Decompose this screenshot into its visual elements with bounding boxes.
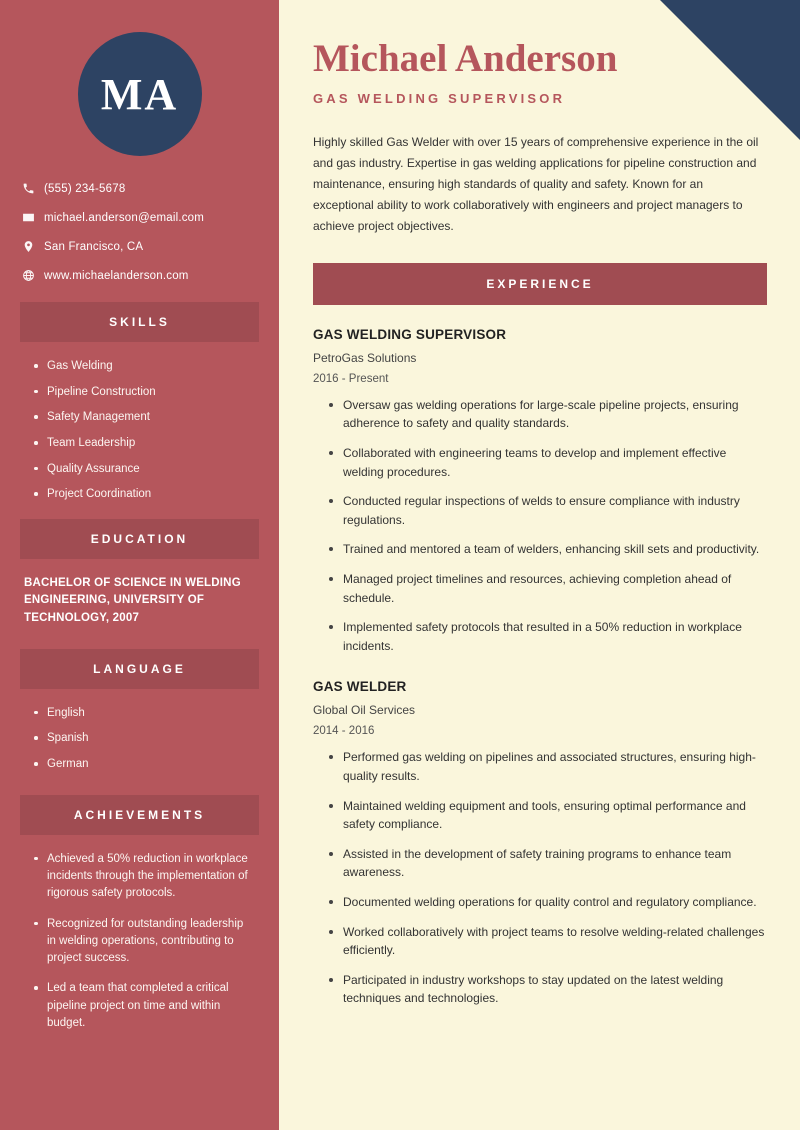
list-item: Gas Welding <box>34 358 249 375</box>
experience-entry-2 <box>313 679 767 1008</box>
phone-icon <box>22 182 44 195</box>
list-item: Quality Assurance <box>34 461 249 478</box>
main-column <box>279 0 800 1130</box>
list-item: Recognized for outstanding leadership in welding operations, contributing to project success. <box>34 916 249 968</box>
list-item: Safety Management <box>34 409 249 426</box>
list-item: Participated in industry workshops to stay updated on the latest welding techniques and technologies. <box>329 971 767 1008</box>
list-item: Managed project timelines and resources, achieving completion ahead of schedule. <box>329 570 767 607</box>
list-item: Team Leadership <box>34 435 249 452</box>
achievements-heading: ACHIEVEMENTS <box>20 795 259 835</box>
contact-website <box>22 269 257 282</box>
list-item: Project Coordination <box>34 486 249 503</box>
skills-list <box>20 358 259 503</box>
job-bullets <box>313 748 767 1008</box>
job-role-subtitle: GAS WELDING SUPERVISOR <box>313 90 566 106</box>
job-title: GAS WELDING SUPERVISOR <box>313 326 507 342</box>
main-content <box>279 0 800 1008</box>
list-item: Collaborated with engineering teams to develop and implement effective welding procedures. <box>329 444 767 481</box>
list-item: Trained and mentored a team of welders, enhancing skill sets and productivity. <box>329 540 767 559</box>
language-heading: LANGUAGE <box>20 649 259 689</box>
list-item: English <box>34 705 249 722</box>
job-company: PetroGas Solutions <box>313 350 417 365</box>
list-item: German <box>34 756 249 773</box>
job-bullets <box>313 396 767 656</box>
contact-location <box>22 240 257 253</box>
list-item: Maintained welding equipment and tools, ensuring optimal performance and safety compliance. <box>329 797 767 834</box>
job-company: Global Oil Services <box>313 703 416 718</box>
language-list <box>20 705 259 773</box>
contact-email-text: michael.anderson@email.com <box>44 211 205 224</box>
sidebar-sections <box>0 302 279 1032</box>
list-item: Worked collaboratively with project teams to resolve welding-related challenges efficiently. <box>329 923 767 960</box>
contact-location-text: San Francisco, CA <box>44 240 144 253</box>
job-title: GAS WELDER <box>313 679 407 695</box>
globe-icon <box>22 269 44 282</box>
experience-entry-1 <box>313 327 767 656</box>
list-item: Spanish <box>34 730 249 747</box>
education-entry: BACHELOR OF SCIENCE IN WELDING ENGINEERING, UNIVERSITY OF TECHNOLOGY, 2007 <box>24 577 241 624</box>
list-item: Documented welding operations for quality control and regulatory compliance. <box>329 893 767 912</box>
list-item: Assisted in the development of safety training programs to enhance team awareness. <box>329 845 767 882</box>
education-heading: EDUCATION <box>20 519 259 559</box>
mail-icon <box>22 211 44 224</box>
contact-email <box>22 211 257 224</box>
list-item: Pipeline Construction <box>34 384 249 401</box>
list-item: Achieved a 50% reduction in workplace incidents through the implementation of rigorous safety protocols. <box>34 851 249 903</box>
location-pin-icon <box>22 240 44 253</box>
experience-heading: EXPERIENCE <box>313 263 767 305</box>
contact-phone-text: (555) 234-5678 <box>44 182 126 195</box>
list-item: Led a team that completed a critical pipeline project on time and within budget. <box>34 980 249 1032</box>
avatar-container <box>0 0 279 182</box>
job-dates: 2016 - Present <box>313 372 389 385</box>
contact-phone <box>22 182 257 195</box>
sidebar <box>0 0 279 1130</box>
profile-summary: Highly skilled Gas Welder with over 15 years of comprehensive experience in the oil and gas industry. Expertise in gas welding applications for pipeline construction and maintenance, ensuring high standards of quality and safety. Known for an exceptional ability to work collaboratively with engineers and project managers to achieve project objectives. <box>313 134 759 233</box>
list-item: Performed gas welding on pipelines and associated structures, ensuring high-quality results. <box>329 748 767 785</box>
achievements-list <box>20 851 259 1032</box>
list-item: Oversaw gas welding operations for large-scale pipeline projects, ensuring adherence to safety and quality standards. <box>329 396 767 433</box>
list-item: Implemented safety protocols that resulted in a 50% reduction in workplace incidents. <box>329 618 767 655</box>
contact-website-text: www.michaelanderson.com <box>44 269 189 282</box>
skills-heading: SKILLS <box>20 302 259 342</box>
avatar: MA <box>78 32 202 156</box>
job-dates: 2014 - 2016 <box>313 725 375 738</box>
list-item: Conducted regular inspections of welds to ensure compliance with industry regulations. <box>329 492 767 529</box>
contact-list <box>0 182 279 282</box>
page-title: Michael Anderson <box>313 37 618 80</box>
